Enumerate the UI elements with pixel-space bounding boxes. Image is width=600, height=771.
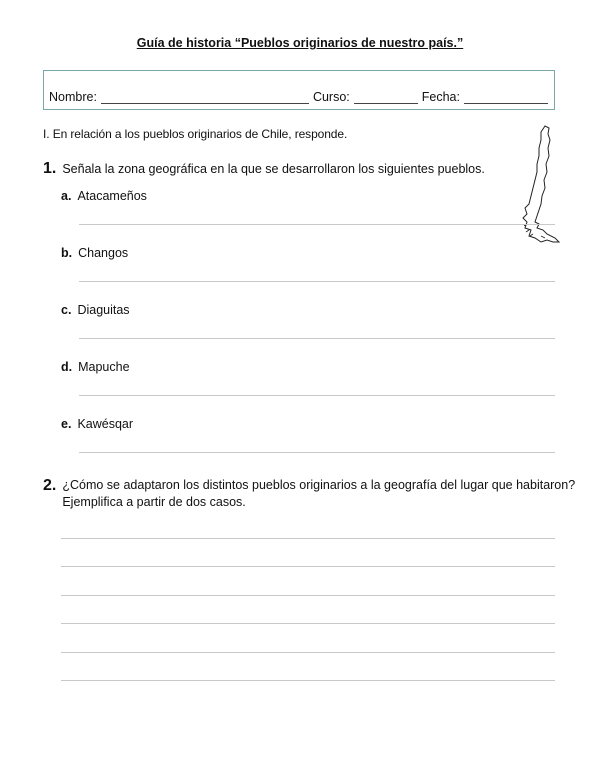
item-letter: a. <box>61 189 72 203</box>
question-2-text-line1: ¿Cómo se adaptaron los distintos pueblos originarios a la geografía del lugar que habitaron? <box>62 478 576 492</box>
nombre-field[interactable] <box>101 91 309 104</box>
question-2-text-line2: Ejemplifica a partir de dos casos. <box>62 495 246 509</box>
curso-field[interactable] <box>354 91 418 104</box>
item-letter: b. <box>61 246 73 260</box>
item-label: Kawésqar <box>77 417 134 431</box>
question-1-text: Señala la zona geográfica en la que se desarrollaron los siguientes pueblos. <box>62 162 485 176</box>
item-label: Atacameños <box>77 189 147 203</box>
answer-line-q2-6[interactable] <box>61 680 555 681</box>
answer-line-a[interactable] <box>79 224 555 225</box>
answer-line-q2-1[interactable] <box>61 538 555 539</box>
item-label: Mapuche <box>78 360 130 374</box>
question-2 <box>43 477 575 511</box>
answer-line-q2-4[interactable] <box>61 623 555 624</box>
answer-line-c[interactable] <box>79 338 555 339</box>
question-1 <box>43 160 485 178</box>
fecha-field[interactable] <box>464 91 548 104</box>
answer-line-q2-5[interactable] <box>61 652 555 653</box>
instruction-text: I. En relación a los pueblos originarios de Chile, responde. <box>43 127 348 141</box>
item-label: Diaguitas <box>77 303 130 317</box>
item-e <box>61 417 133 431</box>
item-c <box>61 303 130 317</box>
item-letter: d. <box>61 360 73 374</box>
chile-map-icon <box>515 124 563 246</box>
item-label: Changos <box>78 246 129 260</box>
fecha-label: Fecha: <box>421 90 460 104</box>
answer-line-q2-2[interactable] <box>61 566 555 567</box>
student-info-row <box>49 90 552 104</box>
item-letter: e. <box>61 417 72 431</box>
curso-label: Curso: <box>312 90 350 104</box>
answer-line-b[interactable] <box>79 281 555 282</box>
answer-line-q2-3[interactable] <box>61 595 555 596</box>
nombre-label: Nombre: <box>49 90 97 104</box>
answer-line-d[interactable] <box>79 395 555 396</box>
page-title: Guía de historia “Pueblos originarios de nuestro país.” <box>136 36 464 50</box>
student-info-box <box>43 70 555 110</box>
question-1-number: 1. <box>43 160 57 177</box>
item-b <box>61 246 128 260</box>
answer-line-e[interactable] <box>79 452 555 453</box>
item-a <box>61 189 147 203</box>
item-d <box>61 360 130 374</box>
question-2-number: 2. <box>43 477 57 494</box>
item-letter: c. <box>61 303 72 317</box>
